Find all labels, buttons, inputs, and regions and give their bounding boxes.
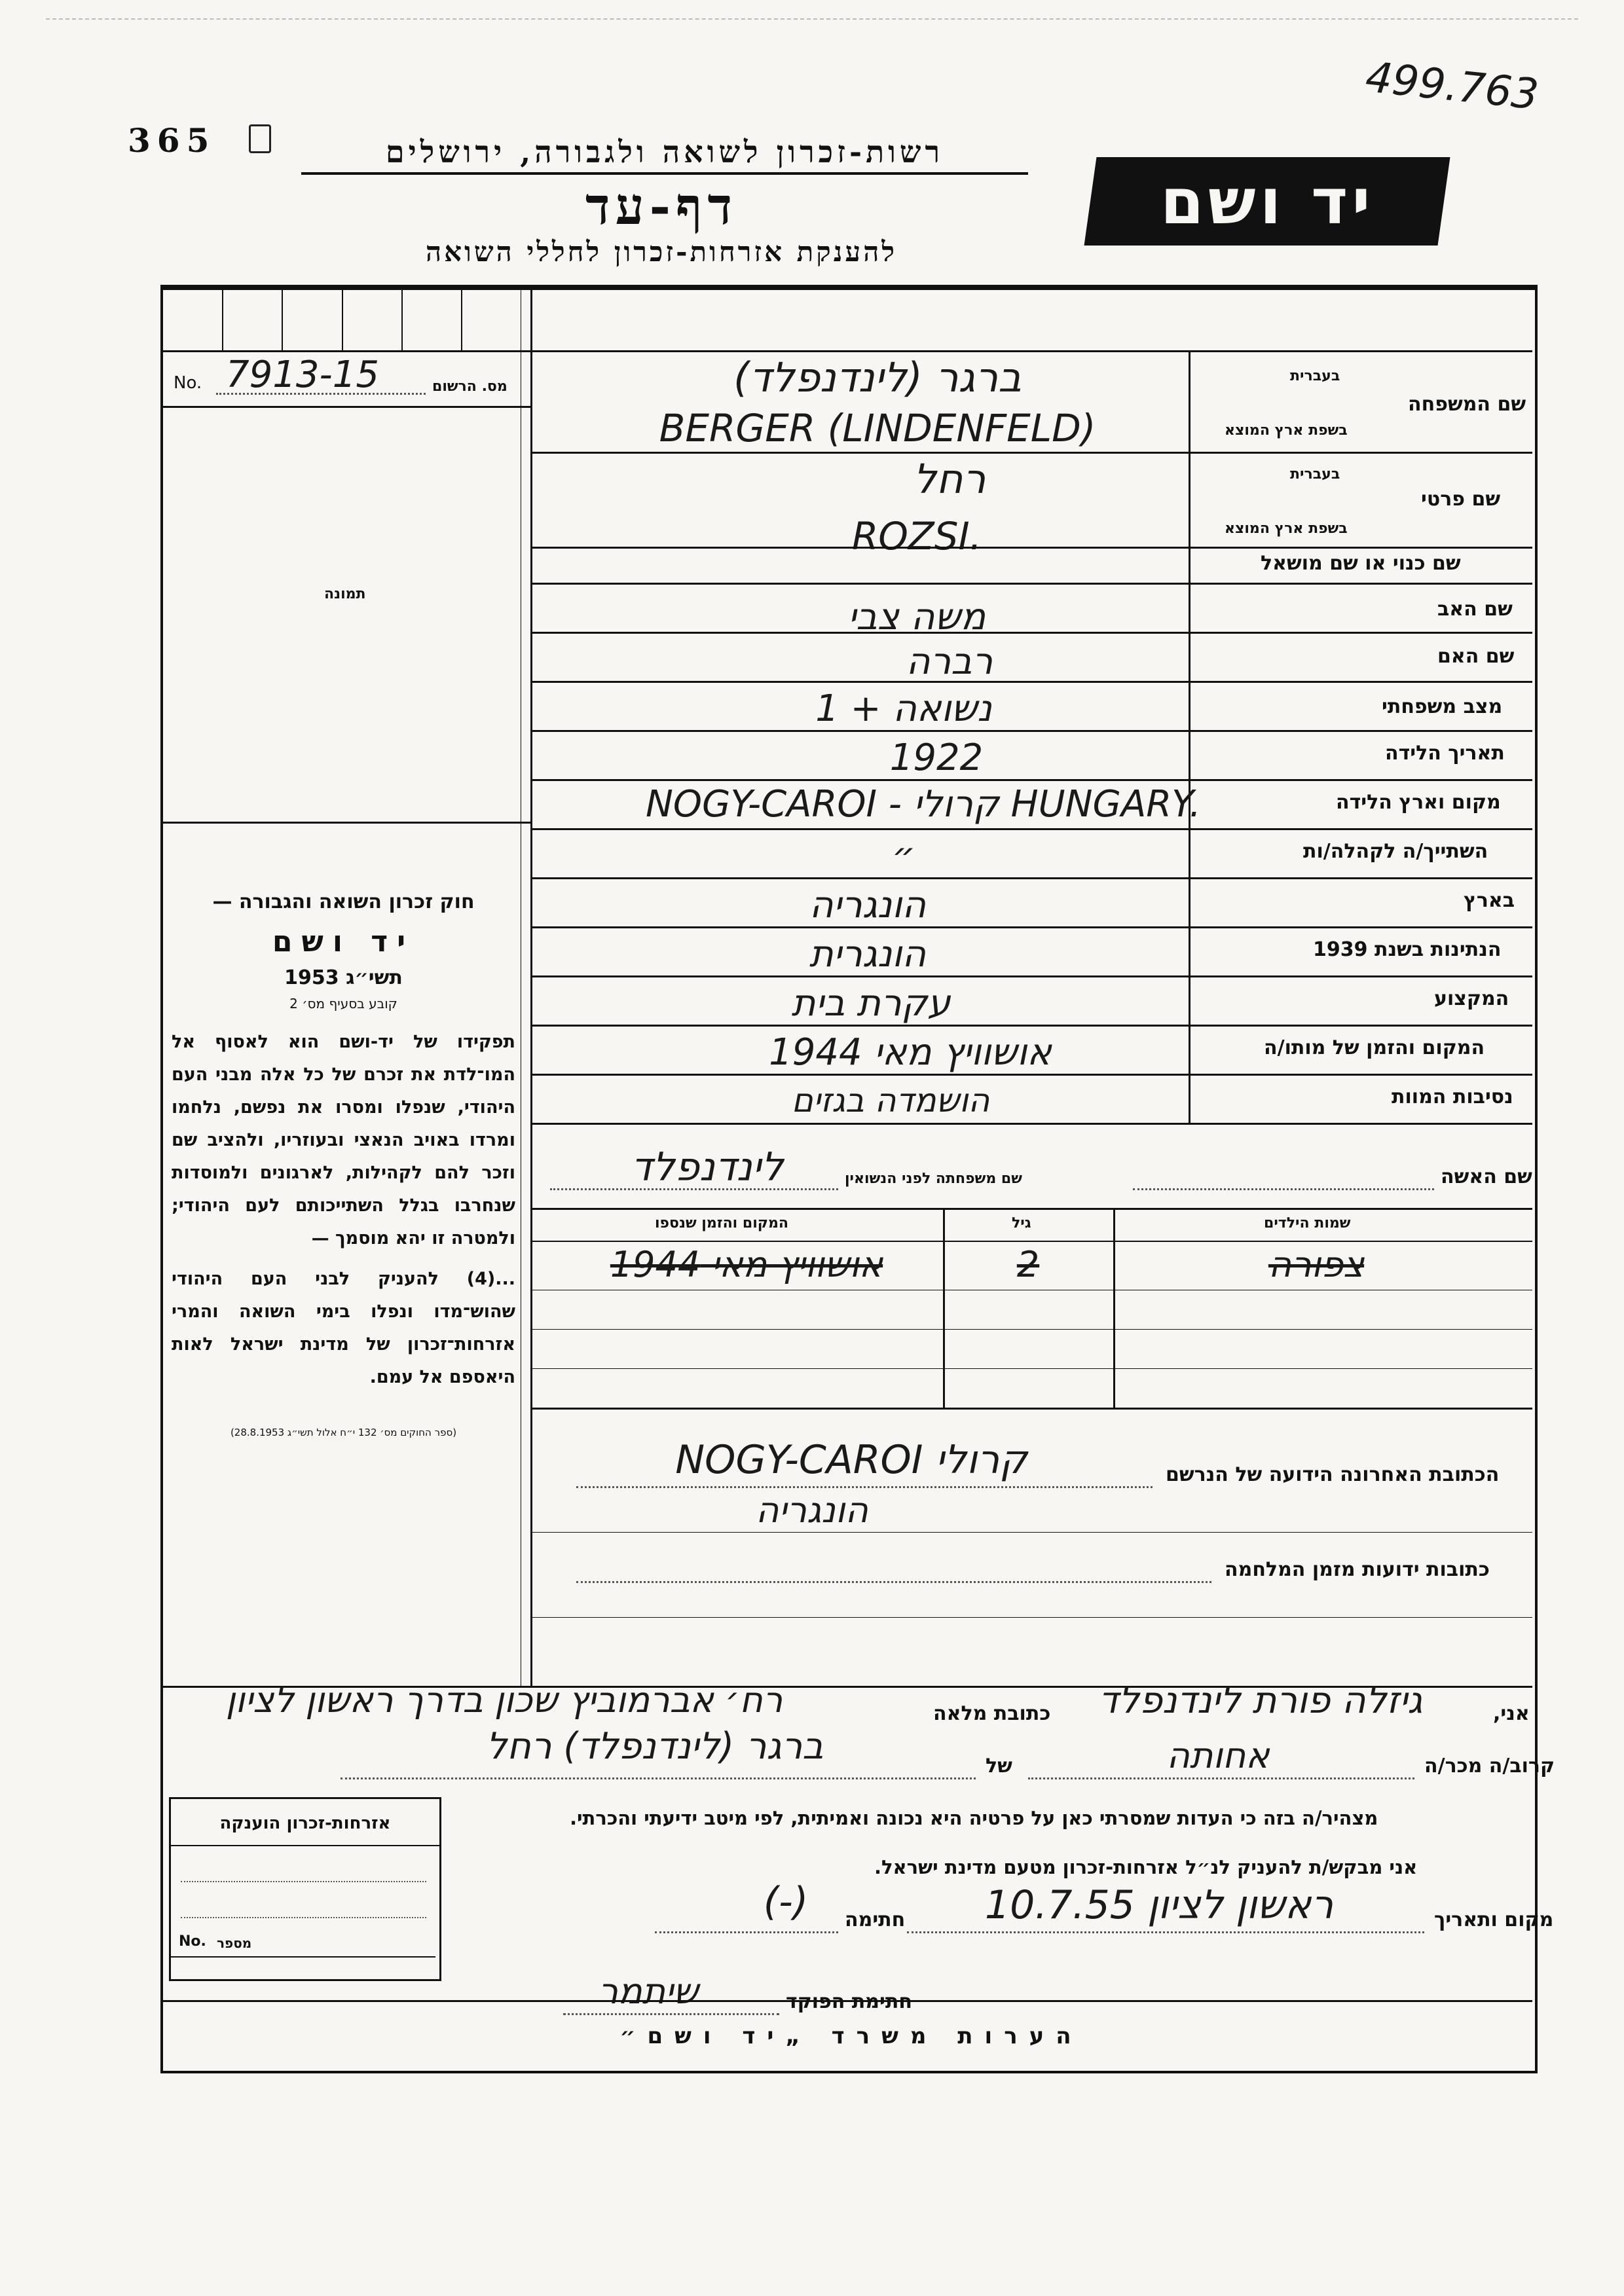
first-name-label: שם פרטי bbox=[1421, 488, 1501, 511]
father-value: משה צבי bbox=[847, 596, 986, 638]
relative-label: קרוב/ה מכר/ה bbox=[1424, 1755, 1555, 1777]
signature-label: חתימה bbox=[845, 1908, 906, 1931]
form-title: דף-עד bbox=[585, 177, 737, 236]
marital-value: נשואה + 1 bbox=[815, 687, 992, 730]
spouse-value-dots bbox=[550, 1188, 838, 1190]
registration-boxes bbox=[164, 288, 521, 350]
birth-date-label: תאריך הלידה bbox=[1385, 742, 1505, 765]
office-notes-label: הערות משרד „יד ושם״ bbox=[619, 2023, 1083, 2049]
place-date-label: מקום ותאריך bbox=[1434, 1908, 1554, 1931]
death-circ-label: נסיבות המוות bbox=[1392, 1085, 1513, 1108]
of-value: ברגר (לינדנפלד) רחל bbox=[486, 1725, 824, 1768]
law-year: תשי״ג 1953 bbox=[284, 966, 403, 989]
law-org: יד ושם bbox=[272, 925, 415, 958]
signature-dots bbox=[655, 1931, 838, 1933]
line-family bbox=[530, 452, 1532, 454]
last-address-dots bbox=[576, 1486, 1153, 1488]
signature-value: (-) bbox=[763, 1879, 809, 1925]
marital-label: מצב משפחתי bbox=[1382, 695, 1503, 718]
profession-label: המקצוע bbox=[1434, 987, 1509, 1010]
family-in-hebrew-label: בעברית bbox=[1290, 368, 1340, 384]
spouse-maiden-label: שם משפחתה לפני הנשואין bbox=[845, 1171, 1022, 1187]
of-label: של bbox=[986, 1755, 1012, 1777]
mother-value: רברה bbox=[906, 640, 993, 683]
last-address-value: NOGY-CAROI קרולי bbox=[675, 1437, 1027, 1483]
line-country bbox=[530, 926, 1532, 928]
stamp-mark bbox=[249, 124, 271, 153]
page-number: 365 bbox=[128, 121, 216, 160]
country-label: בארץ bbox=[1464, 889, 1515, 912]
line-spouse bbox=[530, 1208, 1532, 1210]
law-source: (ספר החוקים מס׳ 132 י״ח אלול תשי״ג 28.8.1953) bbox=[230, 1427, 457, 1438]
last-address-label: הכתובת האחרונה הידועה של הנרשם bbox=[1166, 1463, 1500, 1486]
memorial-box-dot-2 bbox=[181, 1917, 426, 1918]
declarant-address: רח׳ אברמוביץ שכון בדרך ראשון לציון bbox=[225, 1679, 783, 1721]
children-row-line-2 bbox=[530, 1329, 1532, 1330]
memorial-box-bottom-line bbox=[171, 1956, 435, 1958]
child-name: צפורה bbox=[1268, 1244, 1365, 1285]
reg-line bbox=[162, 406, 530, 408]
citizenship-label: הנתינות בשנת 1939 bbox=[1313, 938, 1502, 961]
child-age: 2 bbox=[1016, 1244, 1040, 1285]
first-in-hebrew-label: בעברית bbox=[1290, 466, 1340, 483]
spouse-label: שם האשה bbox=[1441, 1165, 1532, 1188]
birth-place-label: מקום וארץ הלידה bbox=[1336, 791, 1501, 814]
children-row-line-3 bbox=[530, 1368, 1532, 1369]
photo-bottom-line bbox=[162, 822, 530, 824]
family-name-hebrew: ברגר (לינדנפלד) bbox=[733, 354, 1022, 401]
officer-dots bbox=[563, 2013, 779, 2015]
reg-label: מס. הרשום bbox=[432, 378, 507, 395]
children-col-names: שמות הילדים bbox=[1264, 1215, 1351, 1231]
officer-label: חתימת הפוקד bbox=[786, 1990, 912, 2013]
birth-date-value: 1922 bbox=[889, 737, 984, 779]
photo-label: תמונה bbox=[324, 586, 366, 602]
law-body-2: ...(4) להעניק לבני העם היהודי שהוש־מדו ונפלו בימי השואה והמרי אזרחות־זכרון של מדינת ישראל לאות היאספם אל עמם. bbox=[172, 1269, 515, 1387]
line-profession bbox=[530, 1025, 1532, 1027]
children-col-divider-2 bbox=[1113, 1208, 1115, 1408]
family-name-label: שם המשפחה bbox=[1408, 393, 1526, 416]
law-ref: קובע בסעיף מס׳ 2 bbox=[289, 996, 397, 1011]
form-subtitle: להענקת אזרחות-זכרון לחללי השואה bbox=[425, 236, 898, 268]
wartime-address-label: כתובות ידועות מזמן המלחמה bbox=[1225, 1558, 1490, 1581]
last-address-value-2: הונגריה bbox=[756, 1489, 868, 1531]
memorial-box-title: אזרחות-זכרון הוענקה bbox=[171, 1813, 439, 1846]
declaration-line-2: אני מבקש/ת להעניק לנ״ל אזרחות-זכרון מטעם מדינת ישראל. bbox=[874, 1856, 1418, 1878]
father-label: שם האב bbox=[1437, 598, 1513, 621]
reg-no-label: No. bbox=[174, 373, 202, 393]
family-origin-lang-label: בשפת ארץ המוצא bbox=[1225, 422, 1348, 439]
children-header-line bbox=[530, 1241, 1532, 1242]
children-col-place: המקום והזמן שנספו bbox=[655, 1215, 788, 1231]
death-circ-value: הושמדה בגזים bbox=[791, 1082, 990, 1120]
profession-value: עקרת בית bbox=[791, 982, 951, 1025]
line-first bbox=[530, 547, 1532, 549]
line-father bbox=[530, 632, 1532, 634]
community-value: ״ bbox=[891, 835, 916, 877]
reg-no-value: 7913-15 bbox=[226, 354, 379, 396]
death-place-label: המקום והזמן של מותו/ה bbox=[1264, 1036, 1485, 1059]
child-place: אושוויץ מאי 1944 bbox=[610, 1244, 883, 1285]
family-name-origin: BERGER (LINDENFELD) bbox=[659, 406, 1096, 450]
declarant-i-label: אני, bbox=[1493, 1702, 1530, 1725]
relative-value: אחותה bbox=[1166, 1735, 1270, 1776]
line-mother bbox=[530, 681, 1532, 683]
line-children-bottom bbox=[530, 1408, 1532, 1410]
yad-vashem-logo bbox=[1084, 157, 1450, 246]
memorial-box-dot-1 bbox=[181, 1881, 426, 1882]
country-value: הונגריה bbox=[809, 884, 927, 926]
right-line-top bbox=[530, 350, 1532, 352]
label-column-divider bbox=[1189, 350, 1190, 1123]
first-name-hebrew: רחל bbox=[913, 455, 986, 503]
mother-label: שם האם bbox=[1437, 645, 1515, 668]
line-birth-place bbox=[530, 828, 1532, 830]
nickname-label: שם כנוי או שם מושאל bbox=[1261, 552, 1461, 575]
full-address-label: כתובת מלאה bbox=[933, 1702, 1051, 1725]
line-community bbox=[530, 877, 1532, 879]
address-line-low bbox=[530, 1617, 1532, 1618]
first-origin-lang-label: בשפת ארץ המוצא bbox=[1225, 520, 1348, 537]
law-block bbox=[172, 890, 515, 1438]
officer-value: שיתמר bbox=[598, 1971, 699, 2012]
line-death-place bbox=[530, 1074, 1532, 1076]
children-col-age: גיל bbox=[1012, 1215, 1031, 1231]
spouse-value: לינדנפלד bbox=[631, 1144, 784, 1190]
logo-text: יד ושם bbox=[1160, 164, 1375, 238]
address-line-mid bbox=[530, 1532, 1532, 1533]
column-divider bbox=[530, 285, 532, 1686]
relative-dots bbox=[1028, 1777, 1414, 1779]
memorial-box-number-label: מספר bbox=[217, 1935, 252, 1951]
line-nickname bbox=[530, 583, 1532, 585]
place-date-dots bbox=[907, 1931, 1424, 1933]
wartime-dots bbox=[576, 1581, 1211, 1583]
line-citizenship bbox=[530, 975, 1532, 977]
footer-line bbox=[162, 2000, 1532, 2002]
first-name-origin: ROZSI. bbox=[851, 514, 982, 558]
memorial-box-no-label: No. bbox=[179, 1933, 206, 1950]
line-birth-date bbox=[530, 779, 1532, 781]
of-dots bbox=[341, 1777, 976, 1779]
top-dashed-edge bbox=[46, 18, 1578, 20]
citizenship-value: הונגרית bbox=[809, 933, 927, 975]
left-line-top bbox=[162, 350, 530, 352]
memorial-citizenship-box bbox=[169, 1797, 441, 1981]
death-place-value: אושוויץ מאי 1944 bbox=[769, 1031, 1052, 1074]
spouse-dots bbox=[1133, 1188, 1434, 1190]
authority-name: רשות-זכרון לשואה ולגבורה, ירושלים bbox=[301, 134, 1028, 175]
handwritten-archive-number: 499.763 bbox=[1363, 53, 1541, 120]
birth-place-value: NOGY-CAROI - קרולי HUNGARY. bbox=[646, 783, 1201, 826]
line-marital bbox=[530, 730, 1532, 732]
line-death-circ bbox=[530, 1123, 1532, 1125]
law-body-1: תפקידו של יד-ושם הוא לאסוף אל המו־לדת את זכרם של כל אלה מבני העם היהודי, שנפלו ומסרו את נפשם, נלחמו ומרדו באויב הנאצי ובעוזריו, ולהציב שם וזכר להם לקהילות, לארגונים ולמוסדות שנחרבו בגלל השתייכותם לעם היהודי; ולמטרה זו יהא מוסמך — bbox=[172, 1032, 515, 1248]
declarant-name: גיזלה פורת לינדנפלד bbox=[1098, 1679, 1423, 1722]
children-col-divider-1 bbox=[943, 1208, 945, 1408]
law-title: חוק זכרון השואה והגבורה — bbox=[212, 890, 475, 913]
community-label: השתייך/ה לקהלה/ות bbox=[1303, 840, 1488, 863]
declaration-line-1: מצהיר/ה בזה כי העדות שמסרתי כאן על פרטיה היא נכונה ואמיתית, לפי מיטב ידיעתי והכרתי. bbox=[570, 1807, 1378, 1829]
place-date-value: ראשון לציון 10.7.55 bbox=[984, 1882, 1334, 1928]
reg-no-dots bbox=[216, 393, 426, 395]
